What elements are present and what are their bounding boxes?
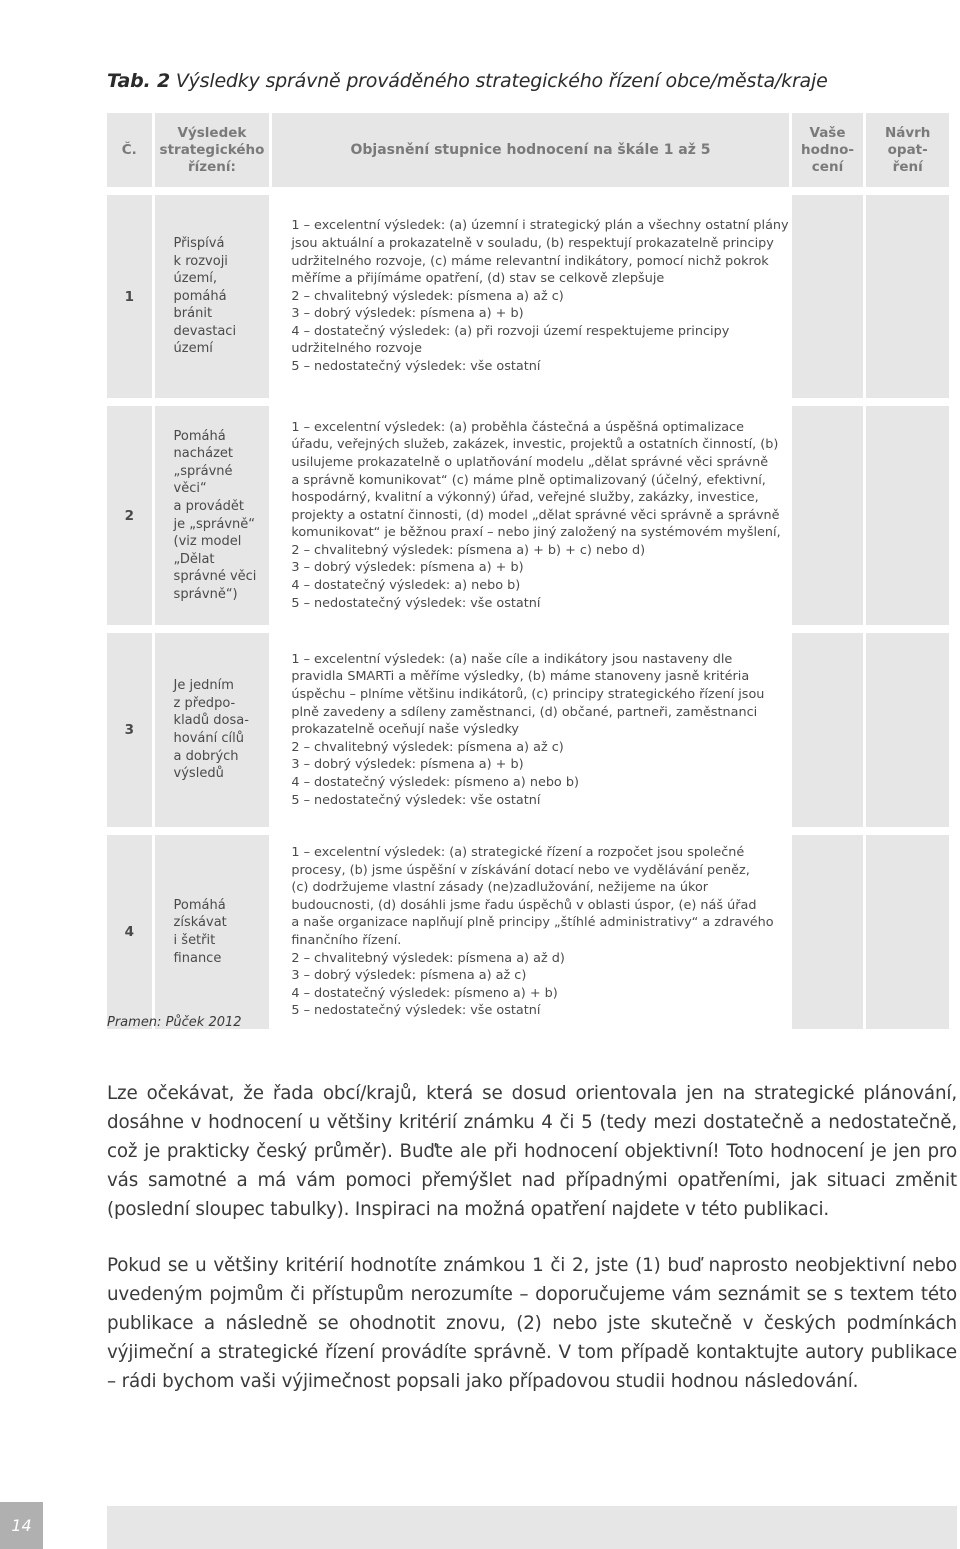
explanation-line: 1 – excelentní výsledek: (a) naše cíle a indikátory jsou nastaveny dle	[291, 651, 733, 667]
explanation-line: měříme a přijímáme opatření, (d) stav se celkově zlepšuje	[291, 271, 665, 287]
row-explanation	[272, 195, 788, 398]
row-result	[155, 633, 270, 827]
result-line: k rozvoji	[173, 253, 228, 269]
explanation-line: 4 – dostatečný výsledek: (a) při rozvoji území respektujeme principy	[291, 323, 730, 339]
explanation-line: 3 – dobrý výsledek: písmena a) + b)	[291, 560, 524, 576]
score-input-cell[interactable]	[792, 835, 864, 1029]
explanation-line: úspěchu – plníme většinu indikátorů, (c) principy strategického řízení jsou	[291, 687, 765, 703]
result-line: „správné	[173, 463, 233, 479]
row-number: 2	[107, 406, 152, 625]
explanation-line: úřadu, veřejných služeb, zakázek, investic, projektů a ostatních činností, (b)	[291, 437, 779, 453]
score-input-cell[interactable]	[792, 406, 864, 625]
row-number: 1	[107, 195, 152, 398]
table-source: Pramen: Půček 2012	[107, 1015, 242, 1030]
explanation-line: procesy, (b) jsme úspěšní v získávání dotací nebo ve vydělávání peněz,	[291, 862, 750, 878]
result-line: devastaci	[173, 323, 237, 339]
explanation-line: komunikovat“ je běžnou praxí – nebo jiný založený na systémovém myšlení,	[291, 525, 781, 541]
result-line: kladů dosa-	[173, 713, 249, 729]
explanation-line: 4 – dostatečný výsledek: písmeno a) + b)	[291, 985, 558, 1001]
result-line: správně“)	[173, 586, 238, 602]
explanation-line: 1 – excelentní výsledek: (a) proběhla částečná a úspěšná optimalizace	[291, 419, 744, 435]
result-line: a provádět	[173, 498, 244, 514]
explanation-line: udržitelného rozvoje, (c) máme relevantní indikátory, pomocí nichž pokrok	[291, 253, 769, 269]
explanation-line: 2 – chvalitebný výsledek: písmena a) až c)	[291, 288, 564, 304]
header-explanation: Objasnění stupnice hodnocení na škále 1 až 5	[272, 113, 788, 187]
explanation-line: 5 – nedostatečný výsledek: vše ostatní	[291, 792, 541, 808]
result-line: výsledů	[173, 766, 224, 782]
explanation-line: 3 – dobrý výsledek: písmena a) až c)	[291, 968, 527, 984]
score-input-cell[interactable]	[792, 195, 864, 398]
evaluation-table	[104, 110, 952, 1032]
row-explanation	[272, 633, 788, 827]
header-result: Výsledek strategického řízení:	[155, 113, 270, 187]
header-number: Č.	[107, 113, 152, 187]
explanation-line: usilujeme prokazatelně o uplatňování modelu „dělat správné věci správně	[291, 454, 769, 470]
explanation-line: 3 – dobrý výsledek: písmena a) + b)	[291, 757, 524, 773]
result-line: „Dělat	[173, 551, 215, 567]
result-line: hování cílů	[173, 731, 244, 746]
result-line: území	[173, 341, 213, 357]
table-header-row	[107, 113, 949, 187]
explanation-line: 5 – nedostatečný výsledek: vše ostatní	[291, 595, 541, 611]
explanation-line: plně zavedeny a sdíleny zaměstnanci, (d) občané, partneři, zaměstnanci	[291, 704, 758, 720]
explanation-line: 1 – excelentní výsledek: (a) strategické řízení a rozpočet jsou společné	[291, 845, 745, 861]
explanation-line: (c) dodržujeme vlastní zásady (ne)zadlužování, nežijeme na úkor	[291, 880, 709, 896]
row-number: 4	[107, 835, 152, 1029]
explanation-line: projekty a ostatní činnosti, (d) model „dělat správné věci správně a správně	[291, 507, 780, 523]
result-line: finance	[173, 950, 222, 966]
explanation-line: 5 – nedostatečný výsledek: vše ostatní	[291, 359, 541, 375]
result-line: i šetřit	[173, 933, 216, 948]
measure-input-cell[interactable]	[866, 195, 949, 398]
result-line: (viz model	[173, 534, 242, 550]
explanation-line: 3 – dobrý výsledek: písmena a) + b)	[291, 306, 524, 322]
footer-bar	[107, 1506, 957, 1549]
table-row	[107, 633, 949, 827]
explanation-line: jsou aktuální a prokazatelně v souladu, (b) respektují prokazatelně principy	[291, 235, 774, 251]
explanation-line: 2 – chvalitebný výsledek: písmena a) až d)	[291, 950, 565, 966]
page-number-box	[0, 1502, 43, 1549]
row-result	[155, 195, 270, 398]
explanation-line: hospodárný, kvalitní a výkonný) úřad, veřejné služby, zakázky, investice,	[291, 490, 759, 506]
result-line: bránit	[173, 306, 213, 322]
result-line: Přispívá	[173, 235, 225, 251]
result-line: Pomáhá	[173, 428, 226, 444]
explanation-line: 5 – nedostatečný výsledek: vše ostatní	[291, 1003, 541, 1019]
row-explanation	[272, 406, 788, 625]
explanation-line: pravidla SMARTi a měříme výsledky, (b) máme stanoveny jasně kritéria	[291, 669, 750, 685]
explanation-line: 4 – dostatečný výsledek: písmeno a) nebo b)	[291, 774, 579, 790]
result-line: Je jedním	[173, 678, 234, 694]
table-row	[107, 835, 949, 1029]
table-caption	[107, 70, 828, 92]
result-line: věci“	[173, 481, 207, 497]
row-result	[155, 835, 270, 1029]
header-measure: Návrh opat- ření	[866, 113, 949, 187]
body-paragraph-1: Lze očekávat, že řada obcí/krajů, která se dosud orientovala jen na strategické plánování, dosáhne v hodnocení u většiny kritérií známku 4 či 5 (tedy mezi dostatečně a nedostatečně, což je prakticky český průměr). Buďte ale při hodnocení objektivní! Toto hodnocení je jen pro vás samotné a má vám pomoci přemýšlet nad případnými opatřeními, jak situaci změnit (poslední sloupec tabulky). Inspiraci na možná opatření najdete v této publikaci.	[107, 1083, 957, 1220]
result-line: získávat	[173, 915, 227, 931]
row-result	[155, 406, 270, 625]
result-line: pomáhá	[173, 288, 227, 304]
score-input-cell[interactable]	[792, 633, 864, 827]
result-line: nacházet	[173, 446, 234, 462]
result-line: a dobrých	[173, 748, 239, 764]
result-line: z předpo-	[173, 695, 236, 711]
explanation-line: a správně komunikovat“ (c) máme plně optimalizovaný (účelný, efektivní,	[291, 472, 766, 488]
row-explanation	[272, 835, 788, 1029]
result-line: je „správně“	[173, 516, 256, 532]
table-row	[107, 195, 949, 398]
table-row	[107, 406, 949, 625]
body-paragraph-2: Pokud se u většiny kritérií hodnotíte známkou 1 či 2, jste (1) buď naprosto neobjektivní nebo uvedeným pojmům či přístupům nerozumíte – doporučujeme vám seznámit se s textem této publikace a následně se ohodnotit znovu, (2) nebo jste skutečně v českých podmínkách výjimeční a strategické řízení provádíte správně. V tom případě kontaktujte autory publikace – rádi bychom vaši výjimečnost popsali jako případovou studii hodnou následování.	[107, 1255, 957, 1392]
measure-input-cell[interactable]	[866, 406, 949, 625]
explanation-line: prokazatelně oceňují naše výsledky	[291, 722, 519, 738]
measure-input-cell[interactable]	[866, 633, 949, 827]
explanation-line: a naše organizace naplňují plně principy „štíhlé administrativy“ a zdravého	[291, 915, 774, 931]
explanation-line: 2 – chvalitebný výsledek: písmena a) + b) + c) nebo d)	[291, 542, 646, 558]
caption-title: Výsledky správně prováděného strategického řízení obce/města/kraje	[175, 70, 828, 92]
explanation-line: finančního řízení.	[291, 933, 402, 948]
row-number: 3	[107, 633, 152, 827]
explanation-line: budoucnosti, (d) dosáhli jsme řadu úspěchů v oblasti úspor, (e) náš úřad	[291, 897, 757, 913]
result-line: Pomáhá	[173, 897, 226, 913]
explanation-line: udržitelného rozvoje	[291, 341, 422, 357]
measure-input-cell[interactable]	[866, 835, 949, 1029]
explanation-line: 4 – dostatečný výsledek: a) nebo b)	[291, 578, 521, 594]
caption-label: Tab. 2	[107, 70, 170, 92]
result-line: území,	[173, 271, 218, 287]
result-line: správné věci	[173, 569, 257, 585]
page-number: 14	[11, 1516, 32, 1535]
explanation-line: 2 – chvalitebný výsledek: písmena a) až c)	[291, 739, 564, 755]
explanation-line: 1 – excelentní výsledek: (a) územní i strategický plán a všechny ostatní plány	[291, 218, 789, 234]
header-score: Vaše hodno- cení	[792, 113, 864, 187]
